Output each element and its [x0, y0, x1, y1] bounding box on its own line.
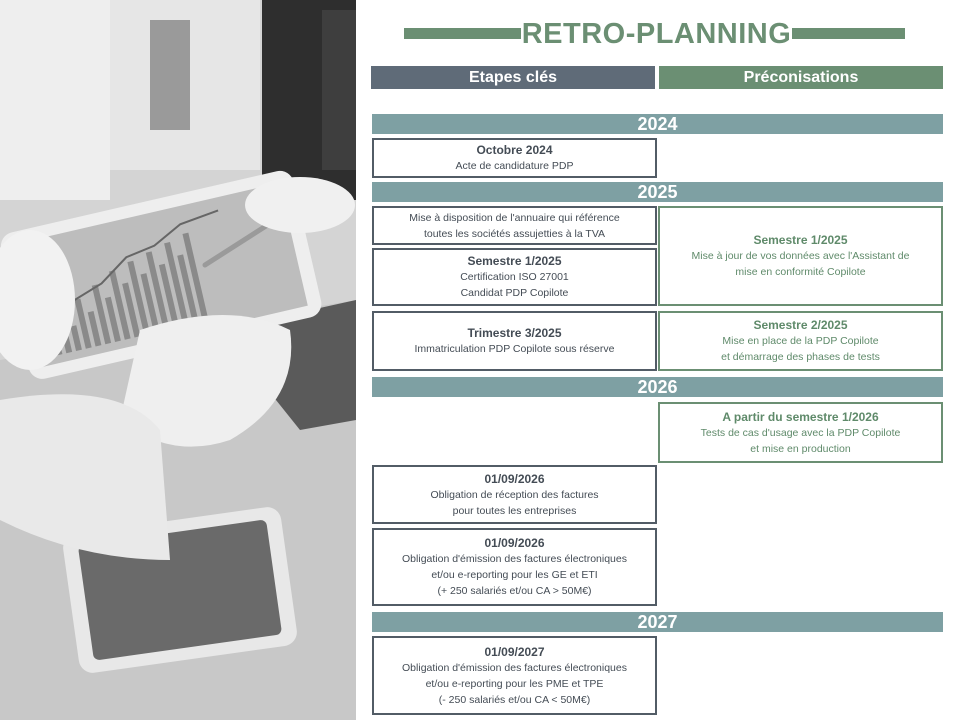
- card-text: Obligation de réception des factures: [430, 488, 599, 501]
- card-text: Acte de candidature PDP: [455, 160, 574, 172]
- card-text: pour toutes les entreprises: [452, 504, 577, 517]
- card-text: Mise à jour de vos données avec l'Assistant de: [691, 250, 910, 262]
- tablet-photo: [0, 0, 356, 720]
- card-heading: Semestre 1/2025: [467, 254, 562, 268]
- card-heading: 01/09/2027: [484, 644, 545, 659]
- card-heading: Octobre 2024: [476, 143, 553, 157]
- tablet-photo-illustration: [0, 0, 356, 720]
- year-band-2027: 2027: [372, 612, 943, 632]
- column-header-preconisations: Préconisations: [659, 66, 943, 89]
- recommendation-card-semestre1-2026: [658, 402, 943, 463]
- year-band-2024: 2024: [372, 114, 943, 134]
- milestone-card-trimestre3-2025: [372, 311, 657, 371]
- card-heading: 01/09/2026: [484, 471, 545, 486]
- card-text: Immatriculation PDP Copilote sous réserve: [414, 343, 615, 355]
- milestone-card-reception-2026: [372, 465, 657, 524]
- recommendation-card-semestre1-2025: [658, 206, 943, 306]
- card-text: Obligation d'émission des factures électroniques: [402, 553, 627, 565]
- column-header-etapes: Etapes clés: [371, 66, 655, 89]
- card-text: Tests de cas d'usage avec la PDP Copilote: [700, 426, 901, 439]
- milestone-card-oct2024: [372, 138, 657, 178]
- card-text: toutes les sociétés assujetties à la TVA: [423, 227, 606, 240]
- card-text: Mise en place de la PDP Copilote: [722, 335, 879, 347]
- card-text: Mise à disposition de l'annuaire qui référence: [409, 211, 620, 224]
- page-title: RETRO-PLANNING: [521, 18, 792, 50]
- card-heading: Trimestre 3/2025: [467, 326, 562, 340]
- milestone-card-annuaire-2025: [372, 206, 657, 245]
- card-heading: Semestre 1/2025: [753, 233, 848, 247]
- card-text: (- 250 salariés et/ou CA < 50M€): [438, 693, 591, 706]
- title-decoration-left: [404, 28, 521, 39]
- card-text: Obligation d'émission des factures électroniques: [402, 661, 627, 674]
- card-text: (+ 250 salariés et/ou CA > 50M€): [437, 585, 592, 597]
- recommendation-card-semestre2-2025: [658, 311, 943, 371]
- card-heading: 01/09/2026: [484, 536, 545, 550]
- milestone-card-semestre1-2025: [372, 248, 657, 306]
- year-band-2025: 2025: [372, 182, 943, 202]
- card-heading: Semestre 2/2025: [753, 318, 848, 332]
- card-text: et/ou e-reporting pour les PME et TPE: [425, 677, 604, 690]
- card-text: et mise en production: [750, 442, 851, 455]
- title-decoration-right: [792, 28, 905, 39]
- card-text: Candidat PDP Copilote: [460, 287, 569, 299]
- card-text: et démarrage des phases de tests: [721, 351, 880, 363]
- year-band-2026: 2026: [372, 377, 943, 397]
- card-heading: A partir du semestre 1/2026: [722, 409, 879, 424]
- milestone-card-emission-2027: [372, 636, 657, 715]
- milestone-card-emission-2026: [372, 528, 657, 606]
- card-text: Certification ISO 27001: [460, 271, 569, 283]
- card-text: et/ou e-reporting pour les GE et ETI: [431, 569, 598, 581]
- card-text: mise en conformité Copilote: [735, 266, 866, 278]
